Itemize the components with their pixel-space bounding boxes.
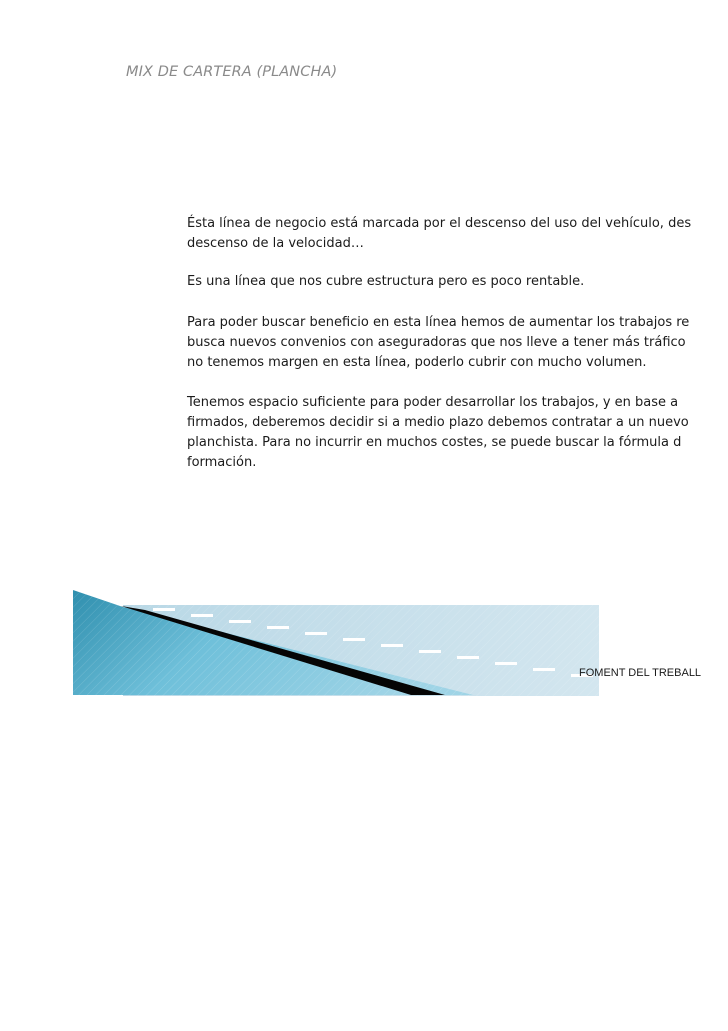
paragraph-2 [187,272,728,292]
body-text [187,214,728,491]
decorative-footer-banner [73,590,728,696]
footer-label: FOMENT DEL TREBALL [579,667,702,679]
paragraph-line: planchista. Para no incurrir en muchos costes, se puede buscar la fórmula d [187,435,682,450]
paragraph-line: formación. [187,455,257,470]
paragraph-3 [187,313,728,373]
paragraph-line: Ésta línea de negocio está marcada por el descenso del uso del vehículo, des [187,216,692,231]
paragraph-1 [187,214,728,254]
paragraph-line: Para poder buscar beneficio en esta línea hemos de aumentar los trabajos re [187,315,690,330]
paragraph-line: busca nuevos convenios con aseguradoras que nos lleve a tener más tráfico [187,335,686,350]
slide-title: MIX DE CARTERA (PLANCHA) [126,64,338,80]
paragraph-line: no tenemos margen en esta línea, poderlo cubrir con mucho volumen. [187,355,647,370]
paragraph-line: descenso de la velocidad… [187,236,364,251]
paragraph-line: Tenemos espacio suficiente para poder desarrollar los trabajos, y en base a [187,395,679,410]
paragraph-line: Es una línea que nos cubre estructura pero es poco rentable. [187,274,585,289]
paragraph-4 [187,393,728,473]
paragraph-line: firmados, deberemos decidir si a medio plazo debemos contratar a un nuevo [187,415,689,430]
